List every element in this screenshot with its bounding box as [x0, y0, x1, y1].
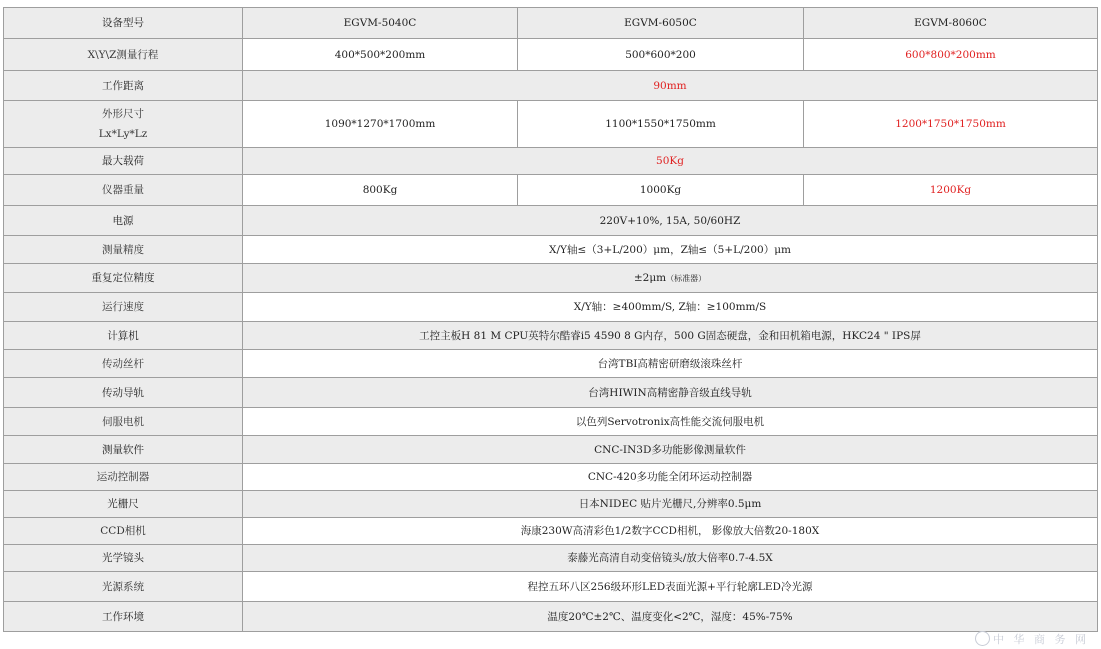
label-camera: CCD相机: [4, 518, 243, 545]
label-travel: X\Y\Z测量行程: [4, 39, 243, 71]
size-1: 1090*1270*1700mm: [243, 101, 518, 148]
light-value: 程控五环八区256级环形LED表面光源+平行轮廓LED冷光源: [243, 572, 1098, 602]
row-scale: [4, 491, 1098, 518]
guide-value: 台湾HIWIN高精密静音级直线导轨: [243, 378, 1098, 408]
label-maxload: 最大载荷: [4, 148, 243, 175]
label-size: [4, 101, 243, 148]
env-value: 温度20℃±2℃、温度变化<2℃，湿度：45%-75%: [243, 602, 1098, 632]
row-weight: [4, 175, 1098, 206]
camera-value: 海康230W高清彩色1/2数字CCD相机， 影像放大倍数20-180X: [243, 518, 1098, 545]
label-model: 设备型号: [4, 8, 243, 39]
weight-2: 1000Kg: [518, 175, 804, 206]
watermark: [975, 631, 1089, 647]
motor-value: 以色列Servotronix高性能交流伺服电机: [243, 408, 1098, 436]
label-screw: 传动丝杆: [4, 350, 243, 378]
accuracy-value: X/Y轴≤（3+L/200）μm，Z轴≤（5+L/200）μm: [243, 236, 1098, 264]
workdist-value: 90mm: [243, 71, 1098, 101]
row-maxload: [4, 148, 1098, 175]
controller-value: CNC-420多功能全闭环运动控制器: [243, 464, 1098, 491]
model-2: EGVM-6050C: [518, 8, 804, 39]
row-motor: [4, 408, 1098, 436]
label-repeat: 重复定位精度: [4, 264, 243, 293]
label-computer: 计算机: [4, 322, 243, 350]
repeat-value: [243, 264, 1098, 293]
label-size-line2: Lx*Ly*Lz: [98, 128, 148, 140]
computer-value: 工控主板H 81 M CPU英特尔酷睿i5 4590 8 G内存，500 G固态硬盘，金和田机箱电源，HKC24 " IPS屏: [243, 322, 1098, 350]
label-software: 测量软件: [4, 436, 243, 464]
row-camera: [4, 518, 1098, 545]
label-motor: 伺服电机: [4, 408, 243, 436]
size-2: 1100*1550*1750mm: [518, 101, 804, 148]
row-travel: [4, 39, 1098, 71]
label-workdist: 工作距离: [4, 71, 243, 101]
row-size: [4, 101, 1098, 148]
label-controller: 运动控制器: [4, 464, 243, 491]
row-power: [4, 206, 1098, 236]
label-lens: 光学镜头: [4, 545, 243, 572]
label-env: 工作环境: [4, 602, 243, 632]
weight-1: 800Kg: [243, 175, 518, 206]
row-computer: [4, 322, 1098, 350]
label-speed: 运行速度: [4, 293, 243, 322]
row-software: [4, 436, 1098, 464]
label-accuracy: 测量精度: [4, 236, 243, 264]
label-weight: 仪器重量: [4, 175, 243, 206]
row-screw: [4, 350, 1098, 378]
lens-value: 泰藤光高清自动变倍镜头/放大倍率0.7-4.5X: [243, 545, 1098, 572]
size-3: 1200*1750*1750mm: [804, 101, 1098, 148]
label-scale: 光栅尺: [4, 491, 243, 518]
row-env: [4, 602, 1098, 632]
model-3: EGVM-8060C: [804, 8, 1098, 39]
label-size-line1: 外形尺寸: [102, 108, 144, 120]
scale-value: 日本NIDEC 贴片光栅尺,分辨率0.5μm: [243, 491, 1098, 518]
maxload-value: 50Kg: [243, 148, 1098, 175]
row-guide: [4, 378, 1098, 408]
globe-icon: [975, 631, 990, 646]
watermark-text: 中 华 商 务 网: [993, 633, 1089, 646]
label-guide: 传动导轨: [4, 378, 243, 408]
row-repeat: [4, 264, 1098, 293]
travel-1: 400*500*200mm: [243, 39, 518, 71]
repeat-value-text: ±2μm: [633, 271, 667, 284]
row-light: [4, 572, 1098, 602]
power-value: 220V+10%, 15A, 50/60HZ: [243, 206, 1098, 236]
model-1: EGVM-5040C: [243, 8, 518, 39]
row-workdist: [4, 71, 1098, 101]
row-controller: [4, 464, 1098, 491]
travel-2: 500*600*200: [518, 39, 804, 71]
row-lens: [4, 545, 1098, 572]
label-power: 电源: [4, 206, 243, 236]
row-speed: [4, 293, 1098, 322]
row-accuracy: [4, 236, 1098, 264]
software-value: CNC-IN3D多功能影像测量软件: [243, 436, 1098, 464]
repeat-note: （标准器）: [666, 273, 707, 283]
row-model: [4, 8, 1098, 39]
screw-value: 台湾TBI高精密研磨级滚珠丝杆: [243, 350, 1098, 378]
travel-3: 600*800*200mm: [804, 39, 1098, 71]
weight-3: 1200Kg: [804, 175, 1098, 206]
label-light: 光源系统: [4, 572, 243, 602]
spec-table: [3, 7, 1098, 632]
speed-value: X/Y轴：≥400mm/S, Z轴：≥100mm/S: [243, 293, 1098, 322]
